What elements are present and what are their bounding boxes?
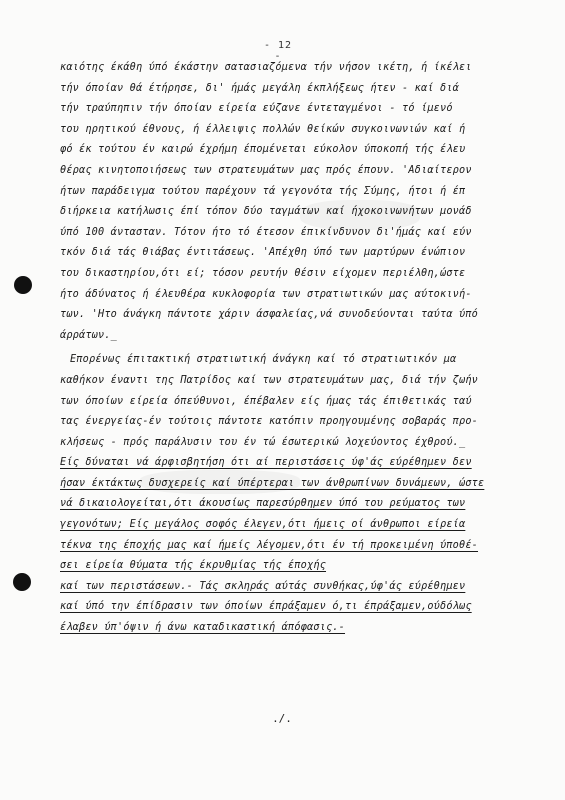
text-line: ήτο άδύνατος ή έλευθέρα κυκλοφορία των στρατιωτικών μας αύτοκινή- — [60, 288, 472, 300]
underlined-text-line: σει είρεία θύματα τής έκρυθμίας τής έποχής — [60, 560, 327, 572]
text-line: των. 'Ητο άνάγκη πάντοτε χάριν άσφαλείας,νά συνοδεύονται ταύτα ύπό — [60, 309, 479, 321]
text-line: ύπό 100 άντασταν. Τότον ήτο τό έτεσον έπικίνδυνον δι'ήμάς καί εύν — [60, 226, 472, 238]
text-line: καιότης έκάθη ύπό έκάστην σατασιαζόμενα τήν νήσον ικέτη, ή ίκέλει — [60, 62, 472, 73]
text-line: καθήκον έναντι της Πατρίδος καί των στρατευμάτων μας, διά τήν ζωήν — [60, 374, 479, 386]
text-line: τήν τραύπηπιν τήν όποίαν είρεία εύζανε έντεταγμένοι - τό ίμενό — [60, 103, 453, 115]
punch-hole-top — [14, 276, 32, 294]
text-line: άρράτων._ — [60, 329, 118, 341]
text-line: των όποίων είρεία όπεύθυνοι, έπέβαλεν είς ήμας τάς έπιθετικάς ταύ — [60, 395, 472, 407]
continuation-mark: ./. — [272, 712, 292, 725]
text-line: Επορένως έπιτακτική στρατιωτική άνάγκη καί τό στρατιωτικόν μα — [70, 354, 457, 366]
underlined-text-line: γεγονότων; Είς μεγάλος σοφός έλεγεν,ότι ήμεις οί άνθρωποι είρεία — [60, 519, 466, 531]
text-line: ήτων παράδειγμα τούτου παρέχουν τά γεγονότα τής Σύμης, ήτοι ή έπ — [60, 185, 466, 197]
text-line: του δικαστηρίου,ότι εί; τόσον ρευτήν θέσιν είχομεν περιέλθη,ώστε — [60, 267, 466, 279]
underlined-text-line: νά δικαιολογείται,ότι άκουσίως παρεσύρθημεν ύπό του ρεύματος των — [60, 498, 466, 510]
text-line: του ηρητικού έθνους, ή έλλειψις πολλών θείκών συγκοινωνιών καί ή — [60, 123, 466, 135]
text-line: θέρας κινητοποιήσεως των στρατευμάτων μας πρός έπουν. 'Αδιαίτερον — [60, 164, 472, 176]
text-line: φό έκ τούτου έν καιρώ έχρήμη έπομένεται εύκολον ύποκοπή τής έλευ — [60, 144, 466, 156]
text-line: διήρκεια κατήλωσις έπί τόπον δύο ταγμάτων καί ήχοκοινωνήτων μονάδ — [60, 206, 472, 218]
page-number: - 12 - — [263, 40, 293, 62]
text-line: τκόν διά τάς θιάβας έντιτάσεως. 'Απέχθη ύπό των μαρτύρων ένώπιον — [60, 247, 466, 259]
underlined-text-line: τέκνα της έποχής μας καί ήμείς λέγομεν,ότι έν τή προκειμένη ύποθέ- — [60, 539, 479, 551]
text-line: τας ένεργείας-έν τούτοις πάντοτε κατόπιν προηγουμένης σοβαράς προ- — [60, 416, 479, 428]
underlined-text-line: καί ύπό την έπίδρασιν των όποίων έπράξαμεν ό,τι έπράξαμεν,ούδόλως — [60, 601, 472, 613]
underlined-text-line: έλαβεν ύπ'όψιν ή άνω καταδικαστική άπόφασις.- — [60, 622, 346, 634]
underlined-text-line: Είς δύναται νά άρφισβητήση ότι αί περιστάσεις ύφ'άς εύρέθημεν δεν — [60, 457, 472, 469]
text-line: τήν όποίαν θά έτήρησε, δι' ήμάς μεγάλη έκπλήξεως ήτεν - καί διά — [60, 82, 460, 94]
underlined-text-line: ήσαν έκτάκτως δυσχερείς καί ύπέρτεραι των άνθρωπίνων δυνάμεων, ώστε — [60, 477, 485, 489]
typewritten-body — [60, 58, 550, 639]
punch-hole-bottom — [13, 573, 31, 591]
text-line: κλήσεως - πρός παράλυσιν του έν τώ έσωτερικώ λοχεύοντος έχθρού._ — [60, 436, 466, 448]
underlined-text-line: καί των περιστάσεων.- Τάς σκληράς αύτάς συνθήκας,ύφ'άς εύρέθημεν — [60, 580, 466, 592]
